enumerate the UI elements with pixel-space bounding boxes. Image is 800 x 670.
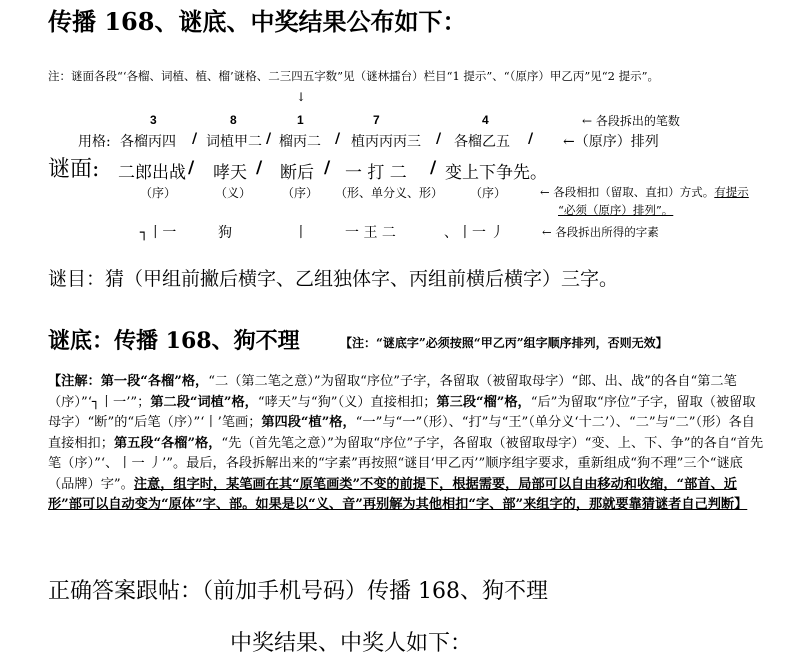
explain-part-4: “哮天”与“狗”（义）直接相扣； [257, 394, 437, 410]
relation-item-5: （序） [470, 186, 507, 200]
stroke-count-note: ← 各段拆出的笔数 [582, 114, 680, 128]
explain-part-9: 第五段“各榴”格， [113, 435, 222, 451]
relation-note-text: ← 各段相扣（留取、直扣）方式。 [540, 185, 715, 199]
glyph-item-3: 丨 [294, 225, 308, 241]
separator: / [188, 158, 195, 178]
note-line: 注：谜面各段“‘各榴、词植、植、榴’谜格、二三四五字数”见（谜林擂台）栏目“1 提示”、“（原序）甲乙丙”见“2 提示”。 [48, 69, 660, 83]
winners-line: 中奖结果、中奖人如下： [230, 631, 473, 656]
explanation-paragraph [48, 372, 766, 516]
relation-item-3: （序） [282, 186, 319, 200]
relation-item-2: （义） [215, 186, 252, 200]
stroke-count-4: 7 [373, 113, 380, 127]
glyph-item-4: 一 王 二 [345, 225, 396, 241]
yongge-item-2: 词植甲二 [206, 134, 262, 150]
separator: / [430, 158, 437, 178]
mimu-line: 谜目：猜（甲组前撇后横字、乙组独体字、丙组前横后横字）三字。 [48, 268, 619, 290]
midi-note: 【注：“谜底字”必须按照“甲乙丙”组字顺序排列，否则无效】 [340, 336, 668, 350]
explain-part-1: 【注解：第一段“各榴”格， [48, 374, 209, 389]
explain-part-11: 注意，组字时，某笔画在其“原笔画类”不变的前提下，根据需要，局部可以自由移动和收缩，“部首、近形”部可以自动变为“原体”字、部。如果是以“义、音”再别解为其他相扣“字、部”来组字的，那就要靠猜谜者自己判断】 [48, 476, 748, 512]
explain-part-8: “一”与“一”（形）、“打”与“王”（单分义‘十二’）、“二”与“二”（形）各自直接相扣； [48, 415, 755, 451]
relation-note [540, 184, 749, 200]
answer-line: 正确答案跟帖：（前加手机号码）传播 168、狗不理 [48, 579, 548, 604]
separator: / [324, 158, 331, 178]
mimian-item-2: 哮天 [213, 163, 247, 183]
relation-note-link: 有提示 [714, 185, 749, 199]
glyph-item-5: 、丨一 丿 [444, 225, 505, 241]
explain-part-3: 第二段“词植”格， [150, 394, 258, 410]
yongge-label: 用格: [78, 134, 111, 150]
yongge-item-4: 植丙丙丙三 [351, 134, 421, 150]
midi-line: 谜底：传播 168、狗不理 [48, 328, 300, 354]
yongge-note: ←（原序）排列 [563, 134, 659, 150]
arrow-down-icon: ↓ [296, 90, 307, 104]
stroke-count-3: 1 [297, 113, 304, 127]
relation-note-line2: “必须（原序）排列”。 [558, 203, 674, 217]
stroke-count-2: 8 [230, 113, 237, 127]
glyph-item-1: ┐丨一 [140, 225, 177, 241]
separator: / [528, 131, 534, 147]
mimian-item-4: 一 打 二 [345, 163, 407, 183]
explain-part-2: “二（第二笔之意）”为留取“序位”子字，各留取（被留取母字）“郎、出、战”的各自“第二笔（序）”‘┐丨一’”； [48, 374, 737, 410]
stroke-count-1: 3 [150, 113, 157, 127]
explain-part-5: 第三段“榴”格， [436, 394, 531, 410]
separator: / [436, 131, 442, 147]
yongge-item-5: 各榴乙五 [454, 134, 510, 150]
mimian-item-5: 变上下争先。 [445, 163, 547, 183]
relation-item-1: （序） [140, 186, 177, 200]
separator: / [256, 158, 263, 178]
mimian-item-1: 二郎出战 [118, 163, 186, 183]
glyph-item-2: 狗 [218, 225, 232, 241]
stroke-count-5: 4 [482, 113, 489, 127]
mimian-item-3: 断后 [280, 163, 314, 183]
separator: / [266, 131, 272, 147]
yongge-item-3: 榴丙二 [279, 134, 321, 150]
explain-part-7: 第四段“植”格， [261, 415, 356, 430]
mimian-label: 谜面: [48, 157, 100, 182]
page-title: 传播 168、谜底、中奖结果公布如下： [48, 7, 467, 36]
separator: / [335, 131, 341, 147]
explain-part-10: “先（首先笔之意）”为留取“序位”子字，各留取（被留取母字）“变、上、下、争”的各自“首先笔（序）”‘、丨一 丿’”。最后，各段拆解出来的“字素”再按照“谜目‘甲乙丙’”顺序组字要求，重新组成“狗不理”三个“谜底（品牌）字”。 [48, 435, 764, 492]
separator: / [192, 131, 198, 147]
relation-item-4: （形、单分义、形） [335, 186, 444, 200]
explain-part-6: “后”为留取“序位”子字，留取（被留取母字）“断”的“后笔（序）”‘丨’笔画； [48, 394, 756, 430]
yongge-item-1: 各榴丙四 [120, 134, 176, 150]
glyph-note: ← 各段拆出所得的字素 [542, 225, 659, 239]
